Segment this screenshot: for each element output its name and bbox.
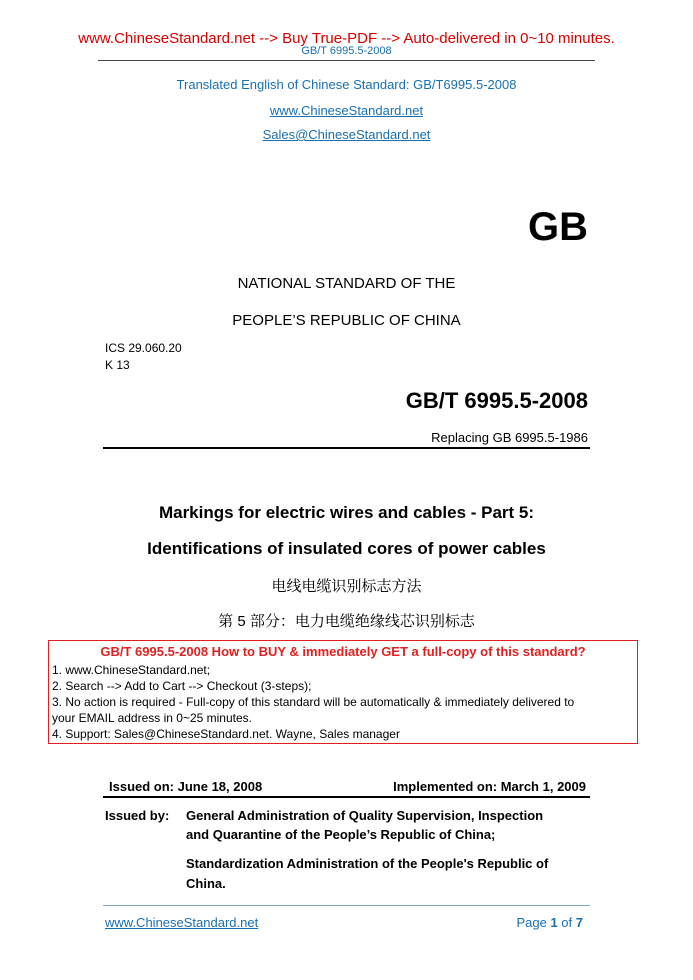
- sales-email-link[interactable]: Sales@ChineseStandard.net: [262, 127, 431, 142]
- site-link-wrap: [0, 103, 693, 118]
- buy-box-heading: GB/T 6995.5-2008 How to BUY & immediately GET a full-copy of this standard?: [100, 644, 586, 659]
- site-link[interactable]: www.ChineseStandard.net: [269, 103, 424, 118]
- buy-step-1[interactable]: 1. www.ChineseStandard.net;: [52, 663, 211, 677]
- implemented-on: Implemented on: March 1, 2009: [393, 779, 586, 794]
- chinese-title-2: 第 5 部分：电力电缆绝缘线芯识别标志: [218, 613, 475, 630]
- national-line-1: NATIONAL STANDARD OF THE: [237, 275, 456, 292]
- national-line-2: PEOPLE’S REPUBLIC OF CHINA: [232, 312, 461, 329]
- footer-site-link[interactable]: www.ChineseStandard.net: [105, 915, 259, 930]
- buy-step-4: 4. Support: Sales@ChineseStandard.net. Wayne, Sales manager: [52, 727, 400, 741]
- issued-divider: [103, 796, 590, 798]
- page-total: 7: [575, 915, 583, 930]
- chinese-title-1: 电线电缆识别标志方法: [271, 578, 422, 595]
- page-current: 1: [550, 915, 558, 930]
- gb-mark: GB: [528, 205, 588, 249]
- title-line-1: Markings for electric wires and cables - Part 5:: [158, 503, 535, 522]
- email-link-wrap: [0, 127, 693, 142]
- promo-banner[interactable]: www.ChineseStandard.net --> Buy True-PDF --> Auto-delivered in 0~10 minutes.: [78, 30, 615, 47]
- footer-link-wrap: [105, 915, 258, 930]
- buy-step-3-cont: your EMAIL address in 0~25 minutes.: [52, 711, 252, 725]
- replacing-note: Replacing GB 6995.5-1986: [431, 430, 588, 445]
- standard-number: GB/T 6995.5-2008: [405, 388, 588, 413]
- issuer-2-line-1: Standardization Administration of the People's Republic of: [186, 856, 549, 871]
- page-prefix: Page: [516, 915, 551, 930]
- page-indicator: [516, 915, 583, 930]
- buy-step-3: 3. No action is required - Full-copy of this standard will be automatically & immediately delivered to: [52, 695, 575, 709]
- issuer-1-line-1: General Administration of Quality Supervision, Inspection: [186, 808, 544, 823]
- page-mid: of: [557, 915, 576, 930]
- issuer-1-line-2: and Quarantine of the People’s Republic of China;: [186, 827, 496, 842]
- issuer-2-line-2: China.: [186, 876, 226, 891]
- translated-line: Translated English of Chinese Standard: GB/T6995.5-2008: [176, 77, 517, 92]
- classification-code: K 13: [105, 358, 130, 372]
- number-divider: [103, 447, 590, 449]
- buy-info-box: [48, 640, 638, 744]
- header-standard-code: GB/T 6995.5-2008: [301, 45, 392, 57]
- ics-code: ICS 29.060.20: [105, 341, 182, 355]
- issued-on: Issued on: June 18, 2008: [109, 779, 263, 794]
- header-divider: [98, 60, 595, 61]
- issued-by-label: Issued by:: [105, 808, 170, 823]
- buy-step-2: 2. Search --> Add to Cart --> Checkout (3-steps);: [52, 679, 312, 693]
- footer-divider: [103, 905, 590, 906]
- title-line-2: Identifications of insulated cores of power cables: [147, 539, 546, 558]
